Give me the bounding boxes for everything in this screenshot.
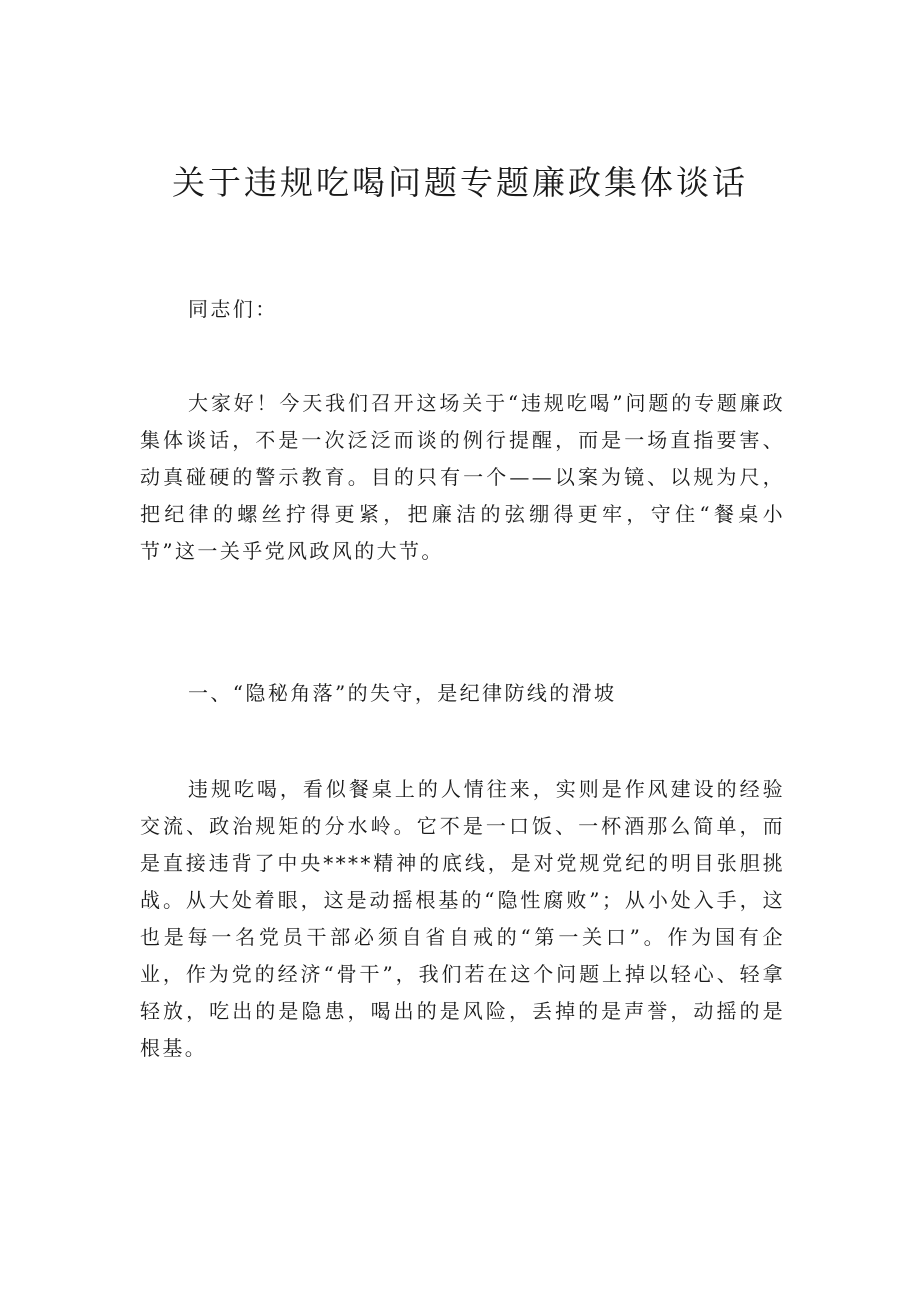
intro-paragraph: 大家好！今天我们召开这场关于“违规吃喝”问题的专题廉政集体谈话，不是一次泛泛而谈的例行提醒，而是一场直指要害、动真碰硬的警示教育。目的只有一个——以案为镜、以规为尺，把纪律的螺丝拧得更紧，把廉洁的弦绷得更牢，守住“餐桌小节”这一关乎党风政风的大节。 (140, 391, 785, 563)
greeting: 同志们： (188, 297, 278, 321)
section-body-paragraph: 违规吃喝，看似餐桌上的人情往来，实则是作风建设的经验交流、政治规矩的分水岭。它不是一口饭、一杯酒那么简单，而是直接违背了中央****精神的底线，是对党规党纪的明目张胆挑战。从大处着眼，这是动摇根基的“隐性腐败”；从小处入手，这也是每一名党员干部必须自省自戒的“第一关口”。作为国有企业，作为党的经济“骨干”，我们若在这个问题上掉以轻心、轻拿轻放，吃出的是隐患，喝出的是风险，丢掉的是声誉，动摇的是根基。 (140, 777, 785, 1060)
document-title: 关于违规吃喝问题专题廉政集体谈话 (172, 163, 748, 202)
section-heading: 一、“隐秘角落”的失守，是纪律防线的滑坡 (188, 681, 617, 705)
